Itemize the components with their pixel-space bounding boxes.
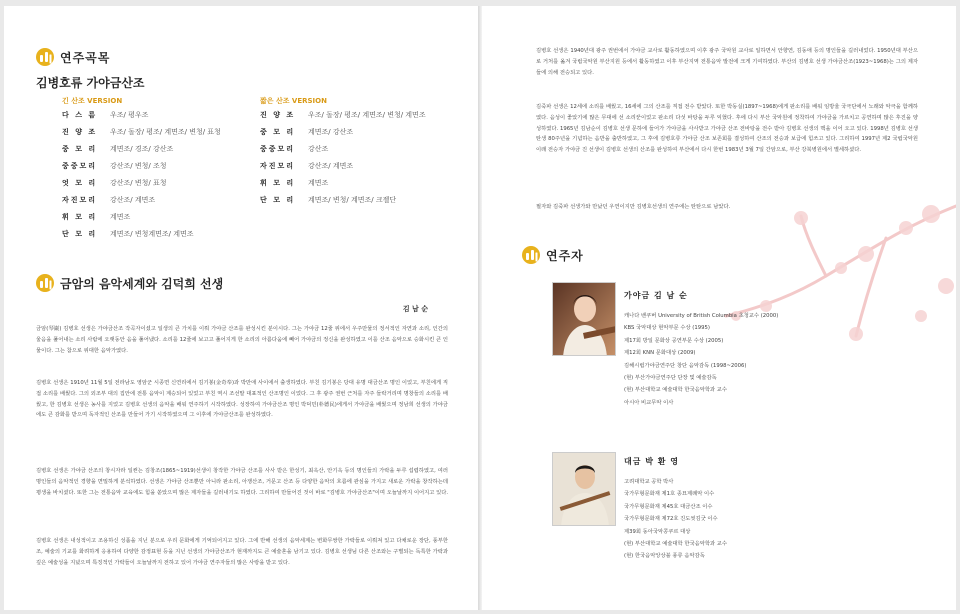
movement-row — [62, 213, 221, 222]
movement-name: 휘 모 리 — [260, 179, 296, 187]
movement-row — [260, 145, 426, 154]
movement-modes: 강산조/ 변청/ 표청 — [110, 179, 167, 187]
gayageum-logo-icon — [522, 246, 540, 264]
bio-line: 제17회 방일 문화상 공연부문 수상 (2005) — [624, 337, 724, 344]
history-paragraph: 필자와 김죽파 선생가와 만났던 우연이지만 김병호선생의 연주에는 탄탄으로 남았다. — [536, 204, 731, 210]
movement-name: 자진모리 — [260, 162, 296, 170]
bio-line: 아시아 비교무악 이사 — [624, 399, 674, 406]
movement-name: 단 모 리 — [260, 196, 296, 204]
performer-photo-kim — [552, 282, 616, 356]
long-version-column — [260, 96, 426, 213]
movement-name: 엇 모 리 — [62, 179, 98, 187]
movement-modes: 계면조/ 강산조 — [308, 128, 354, 136]
performer-name-text: 김 남 순 — [653, 291, 688, 300]
movement-row — [260, 111, 426, 120]
bio-line: 국가무형문화재 제72호 진도씻김굿 이수 — [624, 516, 718, 523]
performers-heading-text: 연주자 — [546, 248, 584, 263]
movement-row — [62, 196, 221, 205]
program-heading — [36, 48, 110, 66]
bio-line: (현) 부산가야금연주단 단장 및 예술감독 — [624, 375, 717, 382]
movement-name: 자진모리 — [62, 196, 98, 204]
movement-modes: 강산조 — [308, 145, 329, 153]
bio-line: 제12회 KNN 문화대상 (2009) — [624, 350, 696, 357]
movement-name: 다 스 름 — [62, 111, 98, 119]
gayageum-logo-icon — [36, 274, 54, 292]
movement-name: 중 모 리 — [62, 145, 98, 153]
movement-modes: 계면조 — [110, 213, 131, 221]
movement-modes: 우조/ 돌장/ 평조/ 계면조/ 변청/ 표청 — [110, 128, 221, 136]
history-paragraph: 김병호 선생은 1940년대 광주 권번에서 가야금 교사로 활동하였으며 이후 광주 국악원 교사로 일하면서 안향연, 김동애 등의 명인들을 길러내었다. 1950년대 부산으로 거처를 옮겨 국립국악원 부산지원 등에서 활동하였고 이후 부산지역 전통음악 발전에 크게 기여하였다. 부산의 김병호 선생 가야금산조(1923~1968)는 그의 제자들에 의해 전승되고 있다. — [536, 48, 918, 76]
bio-line: (현) 부산대학교 예술대학 한국음악학과 교수 — [624, 541, 727, 548]
performers-heading — [522, 246, 584, 264]
bio-line: 김해시립가야금연주단 창단 음악감독 (1998~2006) — [624, 362, 747, 369]
performer-bio-kim — [624, 310, 778, 409]
movement-modes: 우조/ 평우조 — [110, 111, 149, 119]
movement-row — [260, 128, 426, 137]
short-version-column — [62, 96, 221, 247]
movement-name: 단 모 리 — [62, 230, 98, 238]
movement-row — [260, 162, 426, 171]
bio-line: 고려대학교 공학 박사 — [624, 479, 674, 485]
essay-paragraph: 김병호 선생은 가야금 산조의 창시자라 일컫는 김창조(1865~1919)선생이 창작한 가야금 산조를 사사 받은 한성기, 최옥산, 안기옥 등의 명인들의 가락을 두루 섭렵하였고, 여러 명인들의 음악적인 경향을 면밀하게 분석하였다. 선생은 가야금 산조뿐만 아니라 판소리, 아쟁산조, 거문고 산조 등 다양한 음악의 흐름에 관심을 가지고 새로운 가락을 창작하는데 평생을 바치셨다. 또한 그는 전통음악 교육에도 힘을 쏟았으며 많은 제자들을 길러내기도 하였다. 그리하여 만들어진 것이 바로 "김병호 가야금산조"이며 오늘날까지 이어지고 있다. — [36, 468, 449, 496]
movement-modes: 계면조/ 변청계면조/ 계면조 — [110, 230, 194, 238]
performer-bio-park — [624, 476, 727, 563]
bio-line: 캐나다 밴쿠버 University of British Columbia 초청교수 (2000) — [624, 313, 779, 319]
gayageum-logo-icon — [36, 48, 54, 66]
movement-row — [62, 128, 221, 137]
program-subtitle: 김병호류 가야금산조 — [36, 76, 145, 90]
essay-paragraph: 금암(琴巖) 김병호 선생은 가야금산조 작곡자이셨고 일생의 큰 가치를 이뤄 가야금 산조를 완성시킨 분이시다. 그는 가야금 12줄 위에서 우주만물의 정서적인 자연과 소리, 인간의 울음을 풀어내는 소리 사람에 오랫동안 음을 풀어냈다. 소리를 12줄에 보고고 풀어지게 한 소리의 아름다움에 빼어 가야금의 정신을 완성하였고 이를 산조 음악으로 승화시킨 큰 인물이다. 그는 참으로 위대한 음악가였다. — [36, 326, 448, 354]
movement-modes: 강산조/ 변청/ 조청 — [110, 162, 167, 170]
movement-modes: 강산조/ 계면조 — [110, 196, 156, 204]
movement-name: 휘 모 리 — [62, 213, 98, 221]
bio-line: 국가무형문화재 제45호 대금산조 이수 — [624, 503, 713, 510]
bio-line: (현) 부산대학교 예술대학 한국음악학과 교수 — [624, 387, 727, 394]
bio-line: KBS 국악대상 현악부문 수상 (1995) — [624, 325, 710, 332]
movement-name: 중 모 리 — [260, 128, 296, 136]
movement-name: 중중모리 — [62, 162, 98, 170]
bio-line: 제39회 동아국악콩쿠르 대상 — [624, 528, 691, 535]
performer-name-kim — [624, 290, 688, 301]
essay-paragraph: 김병호 선생은 내성적이고 조용하신 성품을 지닌 분으로 우리 문화에게 기억되어지고 있다. 그에 반해 선생의 음악세계는 변화무쌍한 가락들로 이뤄져 있고 다채로운 장단, 풍부한 조, 예술의 기교를 화려하게 응용하여 다양한 감정표현 등을 지닌 선생의 가야금산조가 현재까지도 큰 예술혼을 남기고 있다. 김병호 선생님 다른 산조와는 구별되는 독특한 가락과 깊은 예술성을 지녔으며 특징적인 가락들이 오늘날까지 전하고 있어 가야금 연주자들의 많은 사랑을 받고 있다. — [36, 538, 448, 566]
performer-instrument: 가야금 — [624, 291, 651, 300]
essay-heading — [36, 274, 223, 292]
movement-row — [260, 196, 426, 205]
movement-modes: 계면조/ 변청/ 계면조/ 크젤단 — [308, 196, 397, 204]
essay-author: 김 남 순 — [402, 305, 428, 313]
movement-row — [62, 179, 221, 188]
movement-name: 진 양 조 — [62, 128, 98, 136]
left-page — [4, 6, 478, 610]
performer-photo-park — [552, 452, 616, 526]
history-paragraph: 김죽파 선생은 12세에 소리를 배웠고, 16세에 그의 산조를 직접 전수 받았다. 또한 박동실(1897~1968)에게 판소리를 배워 임방울 국극단에서 노래와 악극을 함께하였다. 음성이 좋았기에 많은 무대에 선 소리꾼이었고 판소리 다섯 바탕을 두루 익혔다. 후에 다시 부산 국악원에 정착하여 가야금을 가르치고 공연하며 많은 후진을 양성하였다. 1965년 김남순이 김병호 선생 문하에 들어가 가야금을 사사받고 가야금 산조 전바탕을 전수 받아 김병호 선생의 맥을 이어 오고 있다. 1998년 김병호 선생 탄생 80주년을 기념하는 음반을 출반하였고, 그 후에 김병호류 가야금 산조 보존회를 결성하여 산조의 전승과 보급에 힘쓰고 있다. 그리하여 1997년 제2 국립국악원 이래 전승자 가야금 진 선생이 김병호 선생의 산조를 완성하여 부산에서 다시 한번 1983년 3월 7일 간암으로, 부산 강북병원에서 별세하셨다. — [536, 104, 918, 154]
movement-row — [62, 145, 221, 154]
movement-modes: 강산조/ 계면조 — [308, 162, 354, 170]
movement-name: 중중모리 — [260, 145, 296, 153]
performer-name-park — [624, 456, 679, 467]
movement-name: 진 양 조 — [260, 111, 296, 119]
movement-row — [260, 179, 426, 188]
program-heading-text: 연주곡목 — [60, 50, 111, 65]
essay-heading-text: 금암의 음악세계와 김덕희 선생 — [60, 276, 224, 291]
movement-row — [62, 230, 221, 239]
right-page — [482, 6, 956, 610]
performer-name-text: 박 환 영 — [645, 457, 680, 466]
movement-modes: 계면조 — [308, 179, 329, 187]
movement-row — [62, 111, 221, 120]
performer-instrument: 대금 — [624, 457, 642, 466]
long-version-label: 짧은 산조 VERSION — [260, 97, 327, 105]
bio-line: (현) 한국음악앙상블 풍류 음악감독 — [624, 553, 705, 560]
essay-paragraph: 김병호 선생은 1910년 11월 5일 전라남도 영암군 시종면 신연리에서 김기봉(金奇奉)과 박만애 사이에서 출생하였다. 부친 김기봉은 당대 유명 대금산조 명인 이었고, 부친에게 직접 소리를 배웠다. 그의 외조부 대의 집안에 전통 음악이 계승되어 있었고 부친 역시 조선말 대표적인 산조명인 이었다. 그 후 광주 권번 근처를 자주 들락거리며 명창들의 소리를 배웠고, 한 김병호 선생은 농사를 지었고 김병호 선생의 음악을 배워 연주하기 시작하였다. 성장하여 가야금산조 명인 박덕민(朴德民)에게서 가야금을 배웠으며 정남희 선생의 가야금에도 큰 감화를 받으며 독자적인 산조를 만들어 가기 시작하였으며 그 이후에 가야금산조를 완성하였다. — [36, 380, 448, 419]
movement-row — [62, 162, 221, 171]
movement-modes: 우조/ 돌장/ 평조/ 계면조/ 변청/ 계면조 — [308, 111, 426, 119]
bio-line: 국가무형문화재 제1호 종묘제례악 이수 — [624, 491, 715, 498]
movement-modes: 계면조/ 경조/ 강산조 — [110, 145, 174, 153]
short-version-label: 긴 산조 VERSION — [62, 97, 123, 105]
